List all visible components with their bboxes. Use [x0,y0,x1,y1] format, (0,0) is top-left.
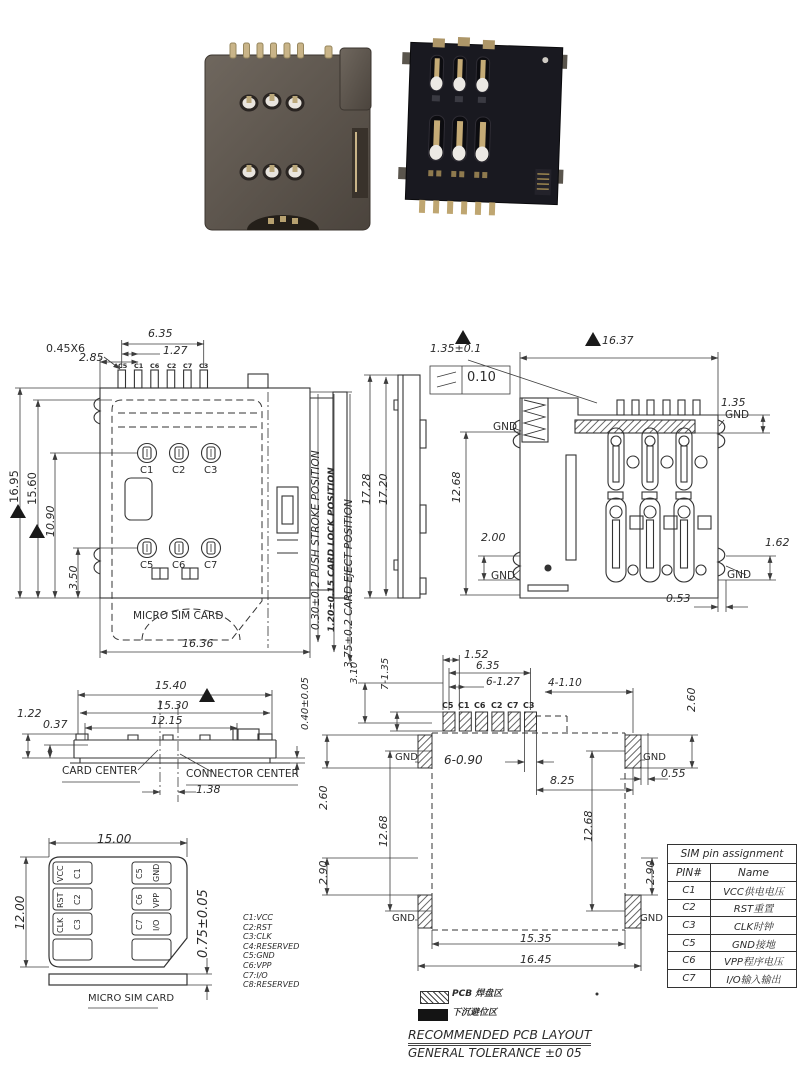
dim-1-27: 1.27 [163,344,188,357]
sim-pad-pin: C2 [73,894,82,905]
dim-7-1-35: 7-1.35 [380,657,391,690]
bottom-view-lines [513,398,725,598]
dim-10-90: 10.90 [44,505,57,537]
dim-2-00: 2.00 [481,531,506,544]
dim-15-60: 15.60 [25,472,39,505]
pcb-outline [432,716,625,930]
gnd-label-tr: GND [725,409,750,421]
gnd-label-br: GND [727,569,752,581]
dim-0-37: 0.37 [43,718,68,731]
dim-3-10: 3.10 [349,661,360,684]
dim-0-55: 0.55 [661,767,686,780]
table-row [668,951,796,969]
table-cell-name: RST重置 [710,900,796,917]
dim-1-62: 1.62 [765,536,790,549]
side-view-lines [70,729,290,763]
sim-pad-sig: CLK [56,917,65,933]
annotation-push-stroke: 0.30±0.2 PUSH STROKE POSITION [310,450,322,630]
gnd-pad-label-bl: GND [392,913,415,924]
sim-pad-pin: C7 [135,919,144,930]
table-cell-pin: C3 [682,919,696,931]
table-cell-name: GND接地 [710,935,796,952]
pcb-pads [418,712,641,928]
table-header-name: Name [710,864,796,881]
dim-12-00: 12.00 [13,895,27,930]
table-cell-pin: C5 [682,937,696,949]
pcb-pad-label: C6 [474,701,486,710]
gnd-pad-label-br: GND [640,913,663,924]
dim-6-0-90: 6-0.90 [444,753,483,767]
table-cell-pin: C1 [682,884,696,896]
sim-card-label: MICRO SIM CARD [88,993,175,1004]
table-cell-pin: C2 [682,902,696,914]
note-line: C3:CLK [243,932,272,942]
dim-0-75: 0.75±0.05 [196,889,211,958]
dim-2-90-right: 2.90 [644,860,657,885]
table-row [668,916,796,934]
footer-title: RECOMMENDED PCB LAYOUT [408,1027,591,1046]
footer-tolerance: GENERAL TOLERANCE ±0 05 [408,1046,582,1060]
table-header-pin: PIN# [675,866,703,879]
dim-16-95: 16.95 [7,470,21,503]
sim-pad-pin: C3 [73,919,82,930]
table-title: SIM pin assignment [680,848,784,860]
dim-3-50: 3.50 [67,565,80,590]
dim-8-25: 8.25 [550,774,575,787]
dim-12-68-left: 12.68 [377,815,390,847]
pin-label-c5: C5 [118,362,128,370]
photo-connector-top [205,43,371,230]
dim-12-15: 12.15 [151,714,183,727]
legend-pad-area-label: PCB 焊盘区 [452,989,503,999]
dim-6-1-27: 6-1.27 [486,676,520,688]
note-line: C1:VCC [243,913,274,922]
pcb-pad-label: C2 [491,701,503,710]
sim-pad-sig: VPP [152,892,161,908]
note-line: C6:VPP [243,960,272,970]
annotation-card-lock: 1.20±0.15 CARD LOCK POSITION [327,467,337,632]
dim-17-20: 17.20 [377,473,390,505]
note-line: C4:RESERVED [243,941,300,951]
flatness-value: 0.10 [467,370,496,385]
gnd-label-tl: GND [493,421,518,433]
card-label-top-view: MICRO SIM CARD [133,610,224,622]
bottom-view-dims [430,352,776,612]
table-cell-name: VPP程序电压 [710,952,796,969]
pcb-pad-label: C1 [458,701,470,710]
sim-pad-pin: C1 [73,868,82,879]
sim-pad-sig: GND [152,863,161,882]
legend-sink-area-label: 下沉避位区 [452,1008,498,1018]
pin-label-c1: C1 [134,362,144,370]
note-line: C2:RST [243,922,272,932]
dim-4-1-10: 4-1.10 [548,677,582,689]
dim-17-28: 17.28 [360,473,373,505]
sim-pad-pin: C6 [135,894,144,905]
dim-pcb-6-35: 6.35 [476,660,500,672]
pin-notes [243,913,299,990]
sim-pad-sig: RST [56,892,65,908]
dim-0-53: 0.53 [666,592,691,605]
dim-15-35: 15.35 [520,932,552,945]
dim-2-60-left: 2.60 [317,785,330,810]
note-line: C8:RESERVED [243,980,300,990]
dim-1-35-right: 1.35 [721,396,746,409]
dim-045x6: 0.45X6 [46,342,86,355]
gnd-label-bl: GND [491,570,516,582]
sim-pin-assignment-table [667,844,797,988]
side-profile-lines [394,375,426,598]
dim-12-68-bottom-view: 12.68 [450,471,463,503]
table-row [668,881,796,899]
gnd-pad-label-tr: GND [643,752,666,763]
dim-2-85: 2.85 [79,351,104,364]
pcb-pad-label: C5 [442,701,454,710]
dim-16-36: 16.36 [182,637,214,650]
sim-pad-sig: I/O [152,919,161,931]
gnd-pad-label-tl: GND [395,752,418,763]
contact-label-c1: C1 [140,465,154,476]
pin-label-c2: C2 [167,362,177,370]
dim-6-35: 6.35 [148,327,173,340]
label-card-center: CARD CENTER [62,765,138,777]
pcb-pad-label: C7 [507,701,519,710]
label-connector-center: CONNECTOR CENTER [186,768,299,780]
pin-label-c7: C7 [183,362,193,370]
dim-tol-1-35: 1.35±0.1 [430,342,482,355]
dim-2-90-left: 2.90 [317,860,330,885]
contact-label-c5: C5 [140,560,154,571]
table-cell-pin: C6 [682,955,696,967]
sim-pad-sig: VCC [56,865,65,882]
legend-black-swatch [418,1009,448,1021]
dim-16-37: 16.37 [602,334,634,347]
dim-12-68-right: 12.68 [582,810,595,842]
table-cell-pin: C7 [682,972,696,984]
dim-16-45: 16.45 [520,953,552,966]
dim-2-60-right: 2.60 [685,687,698,712]
table-row [668,934,796,952]
note-line: C5:GND [243,951,275,961]
annotation-card-eject: 3.75±0.2 CARD EJECT POSITION [343,499,355,668]
table-cell-name: VCC供电电压 [710,882,796,899]
dim-0-40: 0.40±0.05 [300,677,311,730]
table-cell-name: I/O输入输出 [710,970,796,987]
dim-1-38: 1.38 [196,783,221,796]
contact-label-c7: C7 [204,560,218,571]
table-row [668,899,796,917]
pin-label-c3: C3 [199,362,209,370]
sim-pad-pin: C5 [135,868,144,879]
pin-label-c6: C6 [150,362,160,370]
table-row [668,969,796,987]
dim-1-22: 1.22 [17,707,42,720]
note-line: C7:I/O [243,970,268,980]
table-cell-name: CLK时钟 [710,917,796,934]
pcb-pad-label: C3 [523,701,535,710]
photo-connector-bottom [397,35,568,218]
contact-label-c3: C3 [204,465,218,476]
contact-label-c6: C6 [172,560,186,571]
contact-label-c2: C2 [172,465,186,476]
dim-15-00: 15.00 [97,832,132,846]
legend-hatch-swatch [420,991,449,1004]
dim-1-52: 1.52 [464,648,489,661]
sim-card-lines [49,857,187,985]
dim-15-30: 15.30 [157,699,189,712]
dim-15-40: 15.40 [155,679,187,692]
